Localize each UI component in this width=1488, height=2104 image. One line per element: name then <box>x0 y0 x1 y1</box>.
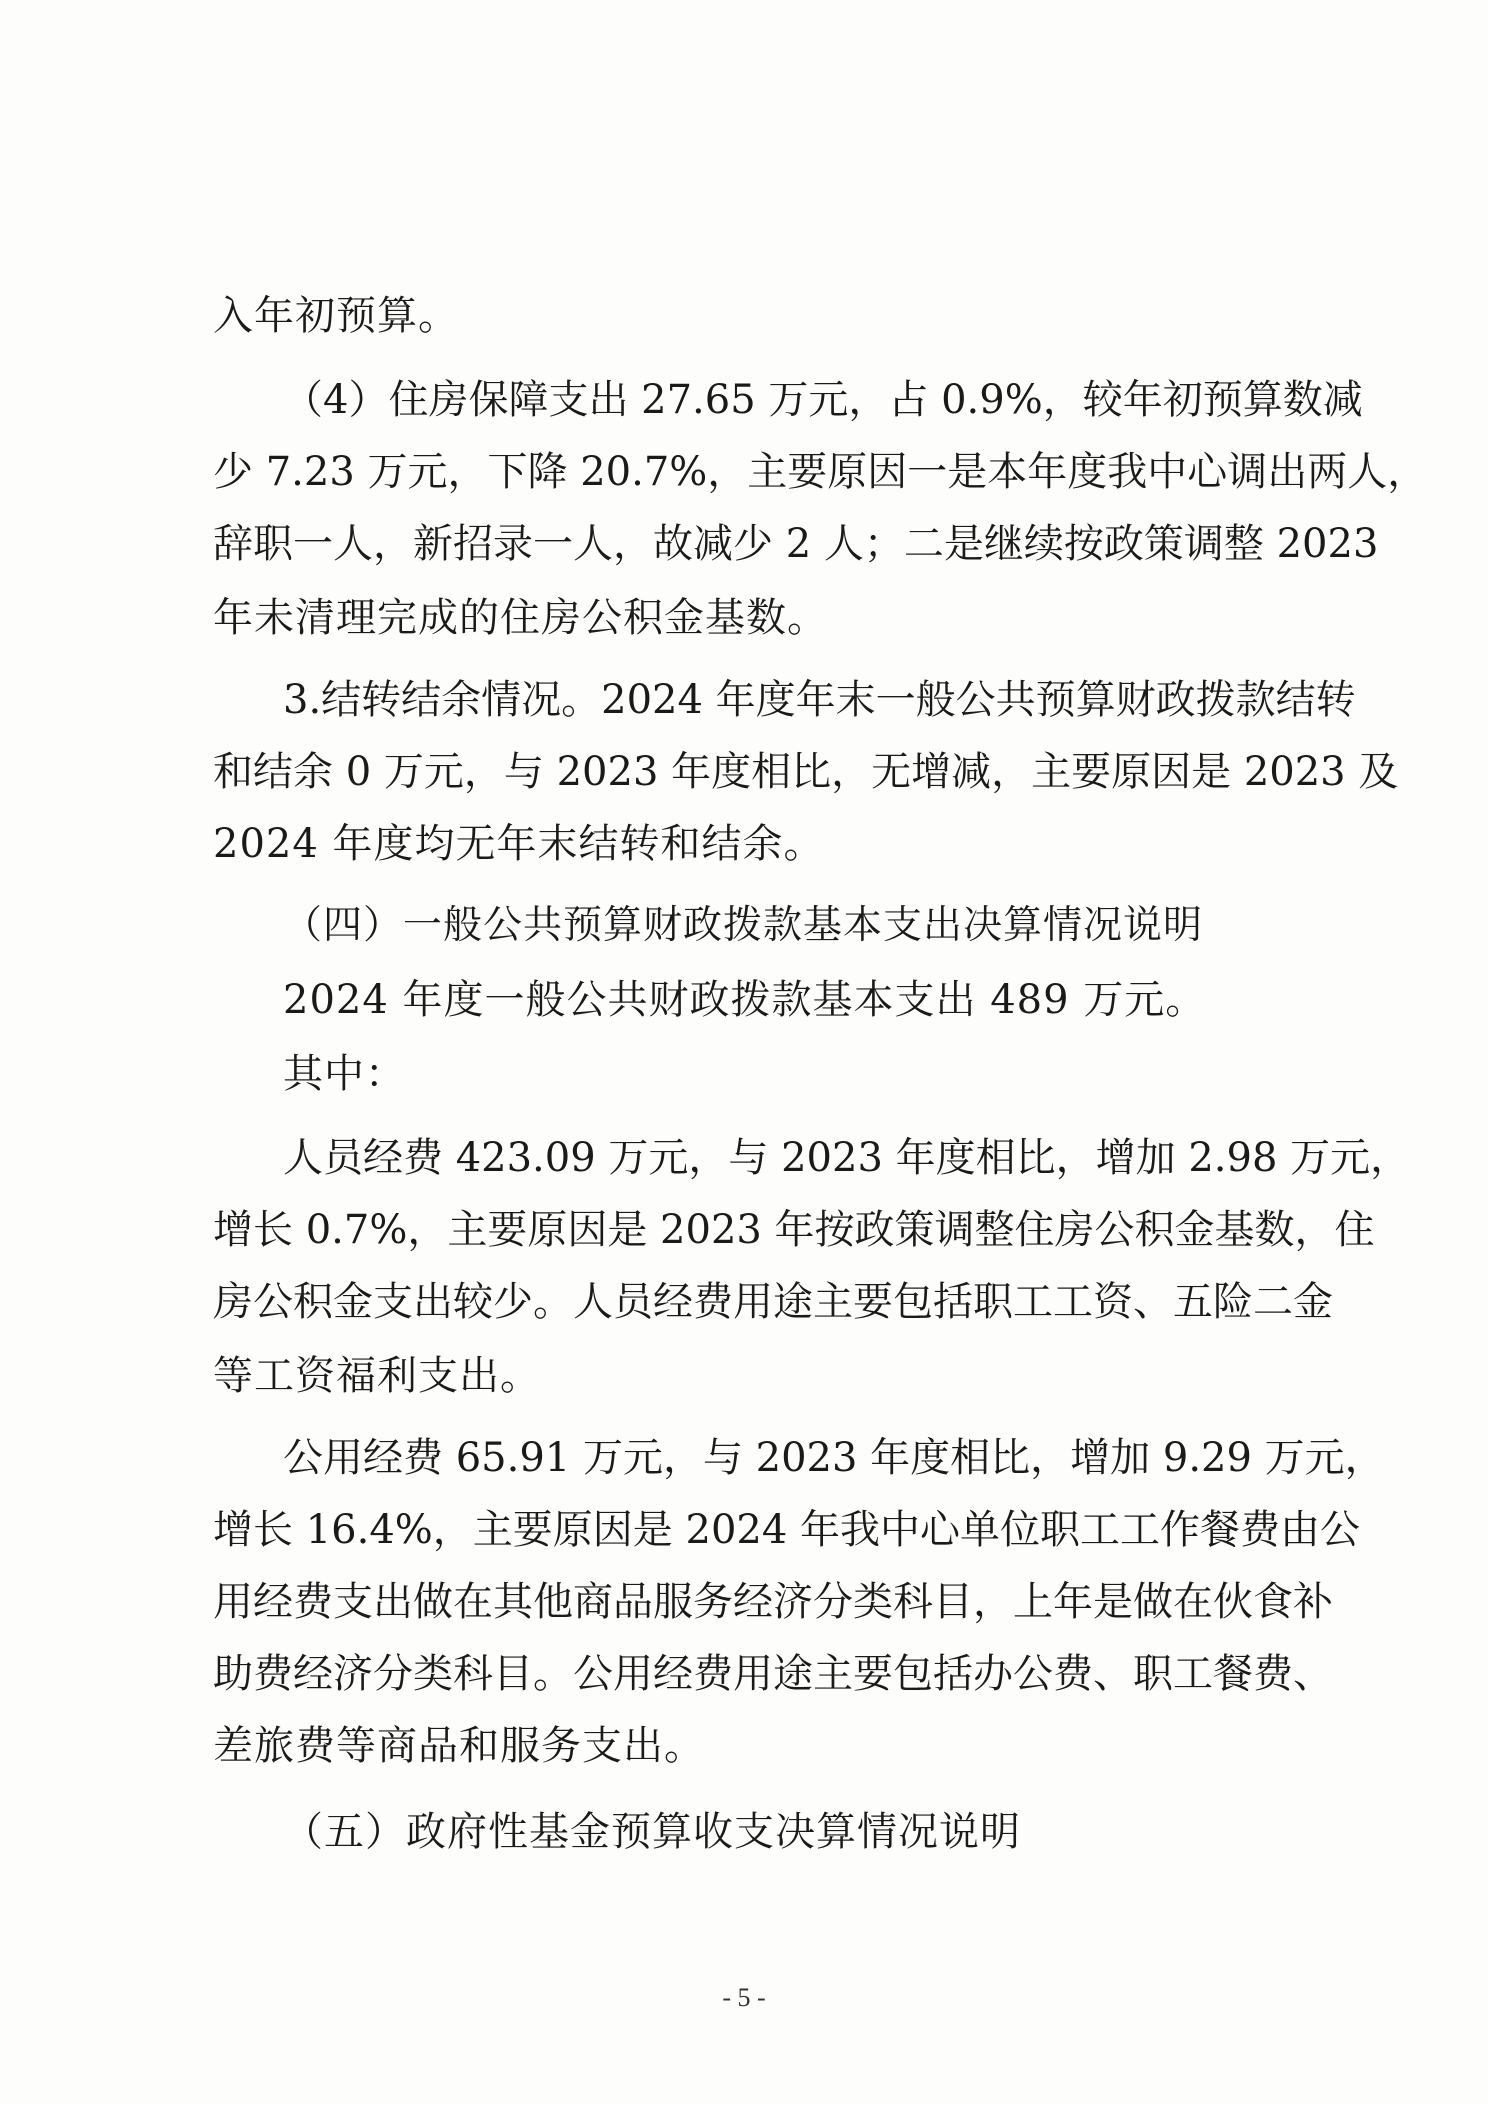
body-text-line: （4）住房保障支出 27.65 万元，占 0.9%，较年初预算数减 <box>283 377 1363 423</box>
body-text-line: 助费经济分类科目。公用经费用途主要包括办公费、职工餐费、 <box>213 1651 1333 1697</box>
body-text-line: 2024 年度一般公共财政拨款基本支出 489 万元。 <box>283 977 1207 1023</box>
body-text-line: 增长 0.7%，主要原因是 2023 年按政策调整住房公积金基数，住 <box>213 1207 1375 1253</box>
body-text-line: 3.结转结余情况。2024 年度年末一般公共预算财政拨款结转 <box>283 677 1356 723</box>
body-text-line: 房公积金支出较少。人员经费用途主要包括职工工资、五险二金 <box>213 1279 1333 1325</box>
body-text-line: 其中： <box>283 1051 406 1097</box>
body-text-line: 差旅费等商品和服务支出。 <box>213 1723 705 1769</box>
body-text-line: 少 7.23 万元，下降 20.7%，主要原因一是本年度我中心调出两人， <box>213 449 1428 495</box>
section-heading: （四）一般公共预算财政拨款基本支出决算情况说明 <box>283 903 1204 948</box>
body-text-line: 人员经费 423.09 万元，与 2023 年度相比，增加 2.98 万元， <box>283 1135 1411 1181</box>
body-text-line: 辞职一人，新招录一人，故减少 2 人；二是继续按政策调整 2023 <box>213 521 1379 567</box>
body-text-line: 等工资福利支出。 <box>213 1353 541 1399</box>
section-heading: （五）政府性基金预算收支决算情况说明 <box>283 1809 1021 1855</box>
body-text-line: 2024 年度均无年末结转和结余。 <box>213 821 825 867</box>
body-text-line: 公用经费 65.91 万元，与 2023 年度相比，增加 9.29 万元， <box>283 1435 1385 1481</box>
body-text-line: 增长 16.4%，主要原因是 2024 年我中心单位职工工作餐费由公 <box>213 1507 1361 1553</box>
page-number: - 5 - <box>722 1983 766 2012</box>
body-text-line: 用经费支出做在其他商品服务经济分类科目，上年是做在伙食补 <box>213 1579 1333 1625</box>
body-text-line: 入年初预算。 <box>213 293 459 339</box>
body-text-line: 年未清理完成的住房公积金基数。 <box>213 595 828 641</box>
body-text-line: 和结余 0 万元，与 2023 年度相比，无增减，主要原因是 2023 及 <box>213 749 1399 795</box>
